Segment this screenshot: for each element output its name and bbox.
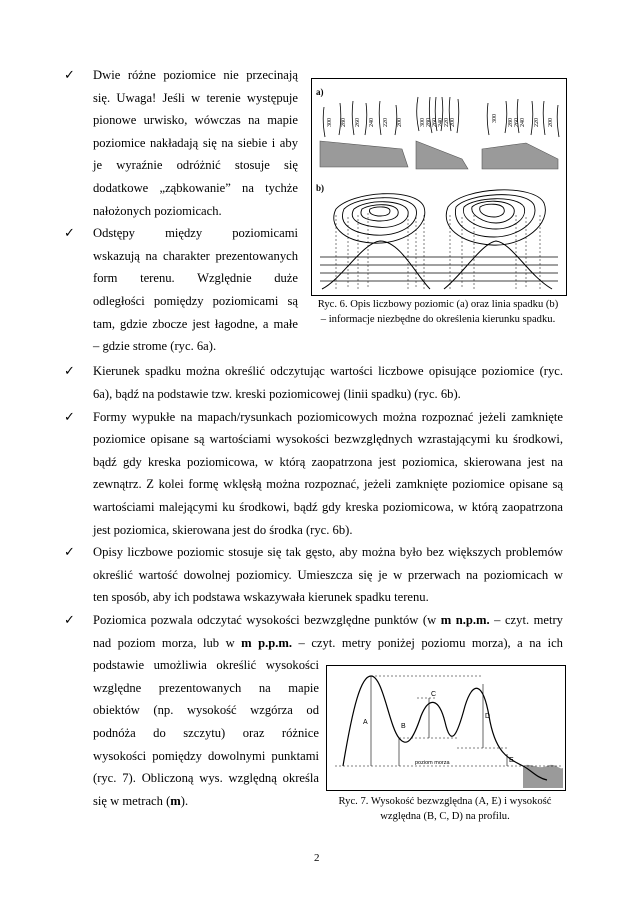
contour-label: 280 (341, 118, 347, 127)
bullet-2-line-3: form terenu. Względnie duże (93, 271, 298, 286)
contour-label: 240 (438, 118, 444, 127)
contour-label: 200 (450, 118, 456, 127)
text-run: się w metrach ( (93, 793, 171, 808)
bullet-1-line-3: pionowe urwisko, wówczas na mapie (93, 113, 298, 128)
bullet-6-line-6: podnóża do szczytu) oraz różnice (93, 726, 319, 740)
bullet-6-line-9 (93, 790, 188, 813)
bullet-5-line-3: ten sposób, aby ich podstawa wskazywała kierunek spadku terenu. (93, 590, 429, 605)
contour-label: 260 (514, 118, 520, 127)
bullet-1-line-5: je wyraźnie odróżnić stosuje się (93, 158, 298, 173)
contour-label: 200 (548, 118, 554, 127)
bullet-6-line-5: obiektów (np. wysokość wzgórza od (93, 703, 319, 718)
figure-6 (311, 78, 567, 296)
text-run: Poziomica pozwala odczytać wysokości bezwzględne punktów (w (93, 613, 441, 627)
contour-label: 220 (444, 118, 450, 127)
bullet-5-line-2: określić wartość dowolnej poziomicy. Umieszcza się je w przerwach na poziomicach w (93, 567, 563, 582)
bullet-1-line-2: się. Uwaga! Jeśli w terenie występuje (93, 90, 298, 105)
figure-6-caption-line-1: Ryc. 6. Opis liczbowy poziomic (a) oraz linia spadku (b) (317, 299, 559, 310)
page-number: 2 (314, 852, 320, 864)
profile-label-d: D (485, 713, 491, 720)
contour-label: 220 (534, 118, 540, 127)
unit-mnpm: m n.p.m. (440, 613, 490, 627)
bullet-2-line-2: wskazują na charakter prezentowanych (93, 248, 298, 263)
contour-label: 260 (432, 118, 438, 127)
text-run: – czyt. metry poniżej poziomu morza), a na ich (292, 635, 563, 650)
bullet-3-line-2: 6a), bądź na podstawie tzw. kreski poziomicowej (linii spadku) (ryc. 6b). (93, 386, 461, 401)
contour-label: 300 (327, 118, 333, 127)
bullet-6-line-4: względne prezentowanych na mapie (93, 680, 319, 695)
bullet-6-line-7: wysokości pomiędzy dowolnymi punktami (93, 748, 319, 763)
contour-label: 240 (520, 118, 526, 127)
text-run: ). (180, 793, 189, 808)
contour-label: 300 (420, 118, 426, 127)
checkmark-icon: ✓ (64, 544, 75, 559)
bullet-4-line-6: jest poziomica, skierowana jest do środka (ryc. 6b). (93, 522, 353, 537)
bullet-6-line-2 (93, 632, 563, 655)
profile-label-a: A (363, 719, 368, 726)
contour-label: 240 (369, 118, 375, 127)
unit-mppm: m p.p.m. (241, 635, 293, 650)
sea-level-label: poziom morza (415, 760, 450, 766)
bullet-4-line-1: Formy wypukłe na mapach/rysunkach poziomicowych można rozpoznać jeżeli zamknięte (93, 409, 563, 424)
bullet-4-line-3: bądź gdy kreska poziomicowa, w którą zaopatrzona jest poziomica, skierowana jest na (93, 454, 563, 469)
profile-label-c: C (431, 691, 437, 698)
figure-7-profile (327, 666, 565, 790)
bullet-1-line-7: nałożonych poziomicach. (93, 203, 222, 218)
profile-label-b: B (401, 723, 406, 730)
bullet-2-line-5: tam, gdzie zbocze jest łagodne, a małe (93, 316, 298, 331)
figure-7-caption-line-2: względna (B, C, D) na profilu. (380, 810, 510, 822)
bullet-6-line-8: (ryc. 7). Obliczoną wys. względną określa (93, 771, 319, 786)
checkmark-icon: ✓ (64, 408, 75, 424)
bullet-6-line-3: podstawie umożliwia określić wysokości (93, 658, 319, 673)
text-run: – czyt. metry (489, 613, 563, 627)
text-run: nad poziom morza, lub w (93, 635, 242, 650)
contour-label: 220 (383, 118, 389, 127)
bullet-4-line-2: poziomice opisane są wartościami wysokości bezwzględnych wzrastającymi ku środkowi, (93, 432, 563, 447)
bullet-4-line-4: zewnątrz. Z kolei formę wklęsłą można rozpoznać, jeżeli zamknięte poziomice opisane są (93, 477, 563, 492)
profile-label-e: E (509, 757, 514, 764)
bullet-1-line-6: dodatkowe „ząbkowanie” na tychże (93, 181, 298, 195)
bullet-2-line-6: – gdzie strome (ryc. 6a). (93, 339, 217, 354)
figure-6-label-a: a) (316, 87, 324, 97)
checkmark-icon: ✓ (64, 612, 75, 627)
bullet-2-line-1: Odstępy między poziomicami (93, 226, 298, 241)
contour-label: 280 (426, 118, 432, 127)
contour-label: 260 (355, 118, 361, 127)
bullet-1-line-4: poziomice nakładają się na siebie i aby (93, 135, 298, 150)
contour-label: 200 (397, 118, 403, 127)
figure-6-caption-line-2: – informacje niezbędne do określenia kierunku spadku. (320, 313, 556, 325)
checkmark-icon: ✓ (64, 363, 75, 378)
bullet-4-line-5: wartościami malejącymi ku środkowi, bądź gdy kreska poziomicowa, w którą zaopatrzona (93, 499, 563, 514)
figure-6-label-b: b) (316, 183, 325, 193)
bullet-2-line-4: odległości pomiędzy poziomicami są (93, 294, 298, 308)
figure-7-caption-line-1: Ryc. 7. Wysokość bezwzględna (A, E) i wysokość (338, 796, 552, 807)
contour-label: 300 (492, 114, 498, 123)
bullet-5-line-1: Opisy liczbowe poziomic stosuje się tak gęsto, aby można było bez większych problemów (93, 545, 563, 559)
figure-6-drawing (312, 79, 566, 295)
bullet-1-line-1: Dwie różne poziomice nie przecinają (93, 68, 298, 82)
unit-m: m (170, 793, 181, 808)
bullet-6-line-1 (93, 609, 563, 632)
checkmark-icon: ✓ (64, 67, 75, 82)
contour-label: 280 (508, 118, 514, 127)
bullet-3-line-1: Kierunek spadku można określić odczytując wartości liczbowe opisujące poziomice (ryc. (93, 364, 563, 378)
figure-7 (326, 665, 566, 791)
checkmark-icon: ✓ (64, 225, 75, 241)
